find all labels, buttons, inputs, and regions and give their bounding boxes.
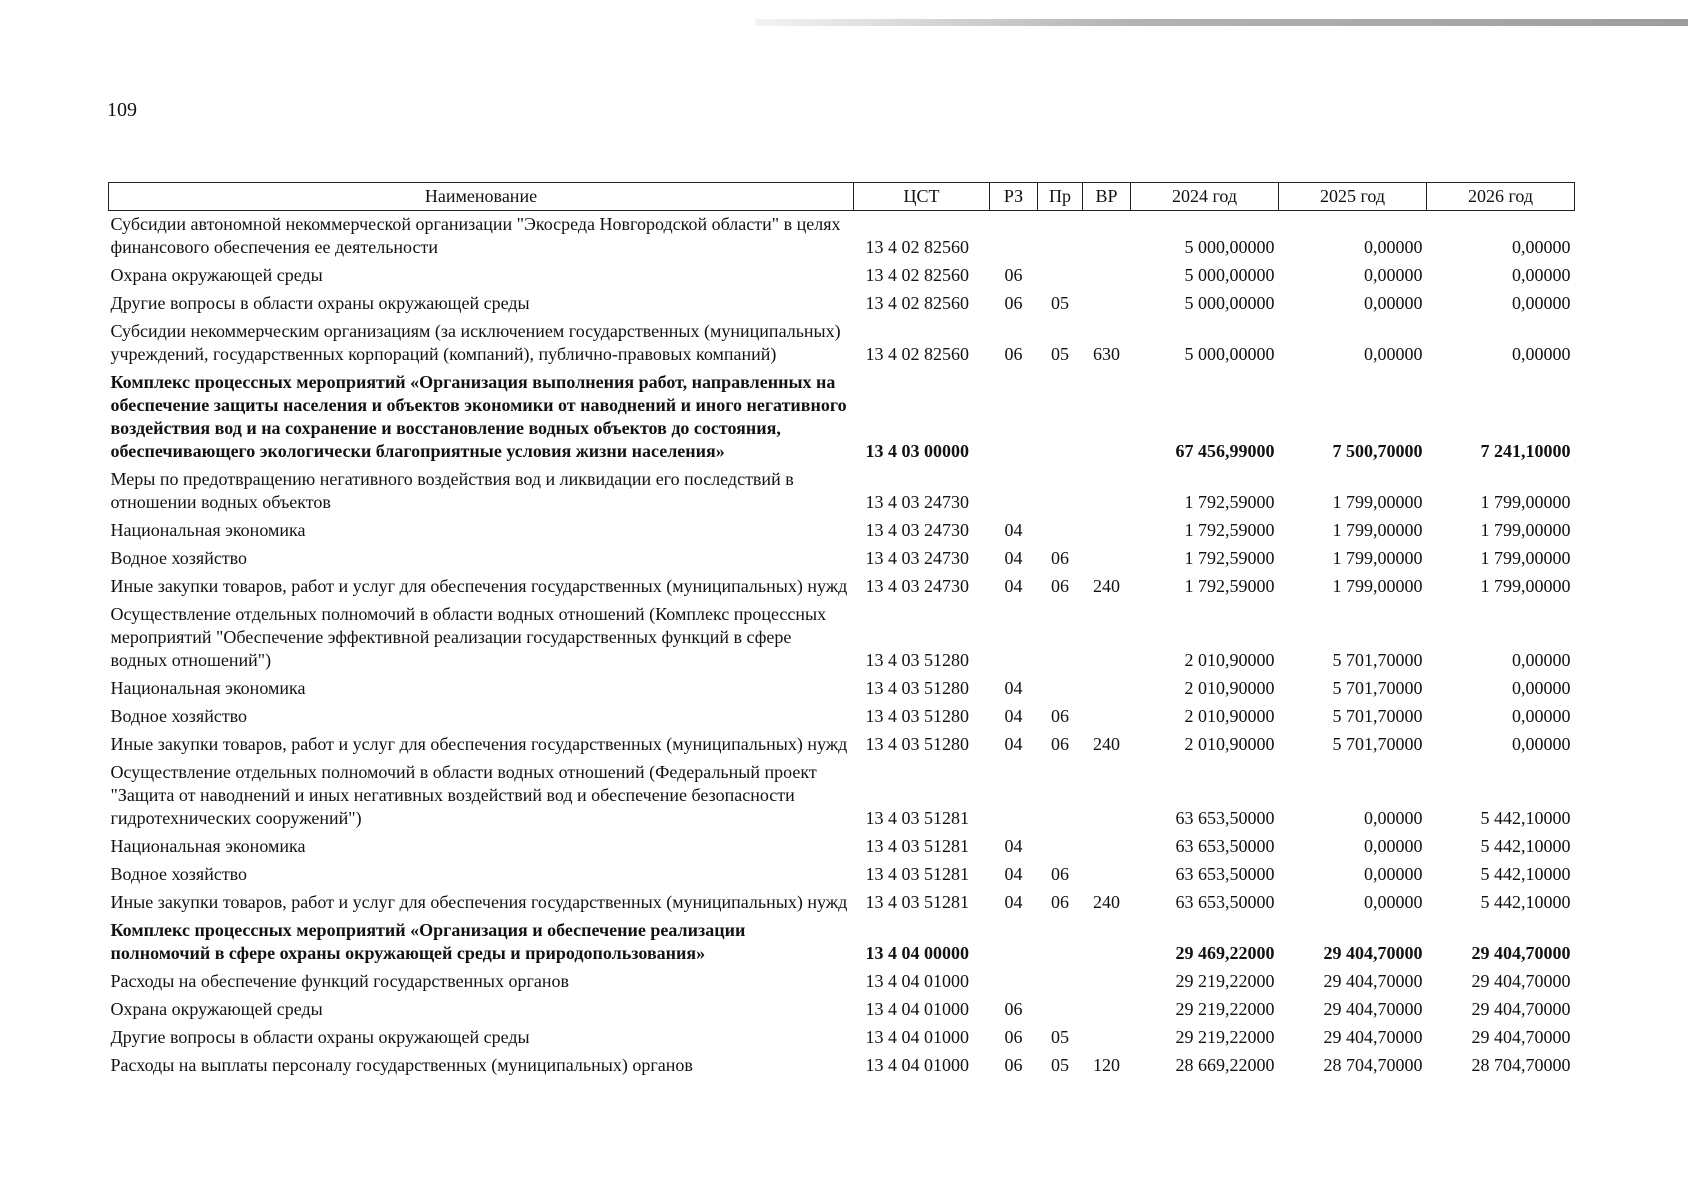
cell-2024: 63 653,50000 <box>1175 864 1275 884</box>
cell-vr <box>1083 211 1131 263</box>
table-row <box>109 917 1575 968</box>
cell-vr: 120 <box>1093 1055 1120 1075</box>
cell-rz: 06 <box>1004 293 1023 313</box>
header-2026: 2026 год <box>1427 183 1575 211</box>
cell-2025: 1 799,00000 <box>1332 576 1423 596</box>
cell-2026: 0,00000 <box>1512 734 1571 754</box>
table-row <box>109 262 1575 290</box>
table-row <box>109 889 1575 917</box>
cell-rz: 04 <box>1004 520 1023 540</box>
cell-rz <box>990 917 1038 968</box>
cell-cst: 13 4 03 51280 <box>865 734 969 754</box>
cell-cst: 13 4 02 82560 <box>865 293 969 313</box>
table-row <box>109 968 1575 996</box>
cell-2024: 29 219,22000 <box>1175 1027 1275 1047</box>
cell-cst: 13 4 03 24730 <box>865 492 969 512</box>
cell-name: Иные закупки товаров, работ и услуг для обеспечения государственных (муниципальных) нужд <box>110 734 848 754</box>
cell-cst: 13 4 04 01000 <box>865 971 969 991</box>
cell-cst: 13 4 03 51281 <box>865 892 969 912</box>
cell-vr <box>1083 917 1131 968</box>
cell-2025: 28 704,70000 <box>1323 1055 1423 1075</box>
cell-name: Национальная экономика <box>110 520 306 540</box>
table-row <box>109 466 1575 517</box>
table-row <box>109 369 1575 466</box>
cell-2026: 0,00000 <box>1512 265 1571 285</box>
cell-rz: 06 <box>1004 265 1023 285</box>
cell-2024: 63 653,50000 <box>1175 836 1275 856</box>
cell-2024: 63 653,50000 <box>1175 892 1275 912</box>
cell-name: Комплекс процессных мероприятий «Организация выполнения работ, направленных на обеспечение защиты населения и объектов экономики от наводнений и иного негативного воздействия вод и на сохранение и восстановление водных объектов до состояния, обеспечивающего экологически благоприятные условия жизни населения» <box>110 372 847 461</box>
cell-name: Комплекс процессных мероприятий «Организация и обеспечение реализации полномочий в сфере охраны окружающей среды и природопользования» <box>110 920 746 963</box>
cell-cst: 13 4 02 82560 <box>865 237 969 257</box>
cell-2026: 1 799,00000 <box>1480 520 1571 540</box>
cell-cst: 13 4 03 24730 <box>865 548 969 568</box>
table-row <box>109 833 1575 861</box>
cell-2024: 1 792,59000 <box>1184 520 1275 540</box>
cell-vr <box>1083 703 1131 731</box>
cell-pr: 06 <box>1051 706 1069 726</box>
cell-name: Охрана окружающей среды <box>110 265 323 285</box>
cell-vr: 240 <box>1093 576 1120 596</box>
table-row <box>109 703 1575 731</box>
cell-rz: 06 <box>1004 1055 1023 1075</box>
cell-cst: 13 4 03 51280 <box>865 706 969 726</box>
cell-vr <box>1083 968 1131 996</box>
cell-rz <box>990 601 1038 675</box>
cell-pr <box>1038 917 1083 968</box>
cell-cst: 13 4 04 00000 <box>865 943 969 963</box>
header-cst: ЦСТ <box>854 183 990 211</box>
cell-vr <box>1083 290 1131 318</box>
cell-2024: 29 219,22000 <box>1175 971 1275 991</box>
cell-2025: 1 799,00000 <box>1332 548 1423 568</box>
cell-cst: 13 4 03 24730 <box>865 520 969 540</box>
table-body <box>109 211 1575 1081</box>
cell-rz: 04 <box>1004 706 1023 726</box>
cell-pr: 05 <box>1051 1055 1069 1075</box>
cell-cst: 13 4 04 01000 <box>865 1027 969 1047</box>
cell-2025: 0,00000 <box>1364 265 1423 285</box>
cell-2026: 5 442,10000 <box>1480 892 1571 912</box>
cell-cst: 13 4 04 01000 <box>865 999 969 1019</box>
cell-rz: 06 <box>1004 344 1023 364</box>
cell-2025: 5 701,70000 <box>1332 706 1423 726</box>
cell-2026: 1 799,00000 <box>1480 576 1571 596</box>
table-header <box>109 183 1575 211</box>
cell-2025: 29 404,70000 <box>1323 971 1423 991</box>
cell-pr <box>1038 601 1083 675</box>
cell-2024: 2 010,90000 <box>1184 734 1275 754</box>
cell-rz: 04 <box>1004 734 1023 754</box>
cell-2024: 5 000,00000 <box>1184 237 1275 257</box>
cell-pr <box>1038 466 1083 517</box>
table-row <box>109 731 1575 759</box>
cell-2026: 0,00000 <box>1512 344 1571 364</box>
header-pr: Пр <box>1038 183 1083 211</box>
header-2024: 2024 год <box>1131 183 1279 211</box>
cell-name: Субсидии некоммерческим организациям (за исключением государственных (муниципальных) учреждений, государственных корпораций (компаний), публично-правовых компаний) <box>110 321 841 364</box>
cell-rz: 06 <box>1004 999 1023 1019</box>
cell-pr <box>1038 211 1083 263</box>
header-name: Наименование <box>109 183 854 211</box>
cell-pr: 05 <box>1051 344 1069 364</box>
cell-vr <box>1083 466 1131 517</box>
cell-rz <box>990 211 1038 263</box>
page-number: 109 <box>107 99 137 121</box>
cell-2026: 5 442,10000 <box>1480 864 1571 884</box>
cell-2025: 0,00000 <box>1364 293 1423 313</box>
cell-2025: 5 701,70000 <box>1332 678 1423 698</box>
cell-rz: 04 <box>1004 892 1023 912</box>
cell-2024: 29 219,22000 <box>1175 999 1275 1019</box>
cell-2024: 5 000,00000 <box>1184 265 1275 285</box>
cell-2025: 29 404,70000 <box>1323 943 1423 963</box>
table-row <box>109 996 1575 1024</box>
cell-rz: 04 <box>1004 836 1023 856</box>
cell-name: Национальная экономика <box>110 836 306 856</box>
cell-2026: 0,00000 <box>1512 650 1571 670</box>
cell-pr: 05 <box>1051 1027 1069 1047</box>
cell-2024: 63 653,50000 <box>1175 808 1275 828</box>
cell-2024: 2 010,90000 <box>1184 650 1275 670</box>
cell-vr <box>1083 545 1131 573</box>
cell-cst: 13 4 02 82560 <box>865 265 969 285</box>
table-row <box>109 759 1575 833</box>
cell-2024: 2 010,90000 <box>1184 706 1275 726</box>
cell-vr <box>1083 262 1131 290</box>
cell-2025: 5 701,70000 <box>1332 734 1423 754</box>
cell-pr: 06 <box>1051 548 1069 568</box>
cell-name: Расходы на выплаты персоналу государственных (муниципальных) органов <box>110 1055 693 1075</box>
cell-2025: 0,00000 <box>1364 836 1423 856</box>
cell-2026: 5 442,10000 <box>1480 808 1571 828</box>
cell-2024: 28 669,22000 <box>1175 1055 1275 1075</box>
cell-vr: 240 <box>1093 734 1120 754</box>
cell-vr <box>1083 833 1131 861</box>
cell-vr <box>1083 1024 1131 1052</box>
cell-cst: 13 4 03 00000 <box>865 441 969 461</box>
cell-pr <box>1038 517 1083 545</box>
cell-2024: 67 456,99000 <box>1175 441 1275 461</box>
cell-2026: 28 704,70000 <box>1471 1055 1571 1075</box>
cell-2026: 1 799,00000 <box>1480 492 1571 512</box>
cell-cst: 13 4 02 82560 <box>865 344 969 364</box>
cell-2026: 29 404,70000 <box>1471 971 1571 991</box>
cell-cst: 13 4 03 24730 <box>865 576 969 596</box>
cell-name: Расходы на обеспечение функций государственных органов <box>110 971 569 991</box>
cell-pr <box>1038 759 1083 833</box>
table-row <box>109 573 1575 601</box>
cell-2024: 5 000,00000 <box>1184 344 1275 364</box>
cell-2025: 0,00000 <box>1364 808 1423 828</box>
cell-pr <box>1038 996 1083 1024</box>
cell-rz <box>990 369 1038 466</box>
cell-2026: 1 799,00000 <box>1480 548 1571 568</box>
cell-pr <box>1038 369 1083 466</box>
cell-name: Водное хозяйство <box>110 864 248 884</box>
cell-rz <box>990 759 1038 833</box>
cell-2026: 5 442,10000 <box>1480 836 1571 856</box>
cell-2025: 1 799,00000 <box>1332 520 1423 540</box>
cell-name: Охрана окружающей среды <box>110 999 323 1019</box>
cell-2025: 0,00000 <box>1364 864 1423 884</box>
cell-cst: 13 4 03 51280 <box>865 650 969 670</box>
cell-rz <box>990 968 1038 996</box>
cell-cst: 13 4 03 51281 <box>865 808 969 828</box>
cell-2026: 7 241,10000 <box>1480 441 1571 461</box>
cell-2025: 1 799,00000 <box>1332 492 1423 512</box>
cell-pr <box>1038 833 1083 861</box>
cell-vr <box>1083 861 1131 889</box>
table-row <box>109 861 1575 889</box>
cell-pr <box>1038 968 1083 996</box>
cell-2026: 29 404,70000 <box>1471 943 1571 963</box>
scan-artifact-line <box>755 19 1688 26</box>
header-vr: ВР <box>1083 183 1131 211</box>
table-row <box>109 1052 1575 1080</box>
cell-2025: 7 500,70000 <box>1332 441 1423 461</box>
cell-name: Иные закупки товаров, работ и услуг для обеспечения государственных (муниципальных) нужд <box>110 576 848 596</box>
table-row <box>109 1024 1575 1052</box>
table-row <box>109 517 1575 545</box>
cell-name: Осуществление отдельных полномочий в области водных отношений (Комплекс процессных мероприятий "Обеспечение эффективной реализации государственных функций в сфере водных отношений") <box>110 604 827 670</box>
cell-pr <box>1038 262 1083 290</box>
cell-2025: 29 404,70000 <box>1323 999 1423 1019</box>
table-row <box>109 675 1575 703</box>
cell-2024: 5 000,00000 <box>1184 293 1275 313</box>
cell-pr: 05 <box>1051 293 1069 313</box>
cell-vr <box>1083 517 1131 545</box>
cell-rz: 06 <box>1004 1027 1023 1047</box>
cell-2024: 2 010,90000 <box>1184 678 1275 698</box>
cell-name: Иные закупки товаров, работ и услуг для обеспечения государственных (муниципальных) нужд <box>110 892 848 912</box>
cell-name: Другие вопросы в области охраны окружающей среды <box>110 1027 530 1047</box>
cell-rz: 04 <box>1004 864 1023 884</box>
table-row <box>109 211 1575 263</box>
cell-rz: 04 <box>1004 576 1023 596</box>
cell-2026: 29 404,70000 <box>1471 1027 1571 1047</box>
cell-pr: 06 <box>1051 892 1069 912</box>
cell-2024: 1 792,59000 <box>1184 548 1275 568</box>
cell-vr <box>1083 675 1131 703</box>
cell-name: Меры по предотвращению негативного воздействия вод и ликвидации его последствий в отношении водных объектов <box>110 469 794 512</box>
table-row <box>109 545 1575 573</box>
cell-2024: 1 792,59000 <box>1184 492 1275 512</box>
cell-rz: 04 <box>1004 548 1023 568</box>
cell-vr: 240 <box>1093 892 1120 912</box>
header-rz: РЗ <box>990 183 1038 211</box>
cell-2026: 0,00000 <box>1512 237 1571 257</box>
header-2025: 2025 год <box>1279 183 1427 211</box>
table-row <box>109 290 1575 318</box>
cell-vr <box>1083 759 1131 833</box>
cell-cst: 13 4 03 51281 <box>865 836 969 856</box>
cell-pr: 06 <box>1051 576 1069 596</box>
cell-2025: 0,00000 <box>1364 237 1423 257</box>
cell-vr: 630 <box>1093 344 1120 364</box>
cell-vr <box>1083 996 1131 1024</box>
budget-table <box>108 182 1575 1080</box>
cell-2024: 29 469,22000 <box>1175 943 1275 963</box>
cell-name: Субсидии автономной некоммерческой организации "Экосреда Новгородской области" в целях финансового обеспечения ее деятельности <box>110 214 841 257</box>
cell-2026: 29 404,70000 <box>1471 999 1571 1019</box>
cell-rz: 04 <box>1004 678 1023 698</box>
cell-pr <box>1038 675 1083 703</box>
cell-vr <box>1083 369 1131 466</box>
cell-2025: 5 701,70000 <box>1332 650 1423 670</box>
cell-2024: 1 792,59000 <box>1184 576 1275 596</box>
cell-cst: 13 4 03 51281 <box>865 864 969 884</box>
cell-name: Национальная экономика <box>110 678 306 698</box>
cell-2026: 0,00000 <box>1512 706 1571 726</box>
cell-name: Осуществление отдельных полномочий в области водных отношений (Федеральный проект "Защита от наводнений и иных негативных воздействий вод и обеспечение безопасности гидротехнических сооружений") <box>110 762 817 828</box>
cell-cst: 13 4 03 51280 <box>865 678 969 698</box>
cell-vr <box>1083 601 1131 675</box>
cell-2025: 29 404,70000 <box>1323 1027 1423 1047</box>
cell-cst: 13 4 04 01000 <box>865 1055 969 1075</box>
cell-rz <box>990 466 1038 517</box>
cell-2026: 0,00000 <box>1512 678 1571 698</box>
cell-name: Другие вопросы в области охраны окружающей среды <box>110 293 530 313</box>
cell-2026: 0,00000 <box>1512 293 1571 313</box>
table-row <box>109 318 1575 369</box>
cell-pr: 06 <box>1051 864 1069 884</box>
cell-2025: 0,00000 <box>1364 892 1423 912</box>
cell-2025: 0,00000 <box>1364 344 1423 364</box>
cell-name: Водное хозяйство <box>110 548 248 568</box>
table-row <box>109 601 1575 675</box>
cell-pr: 06 <box>1051 734 1069 754</box>
cell-name: Водное хозяйство <box>110 706 248 726</box>
